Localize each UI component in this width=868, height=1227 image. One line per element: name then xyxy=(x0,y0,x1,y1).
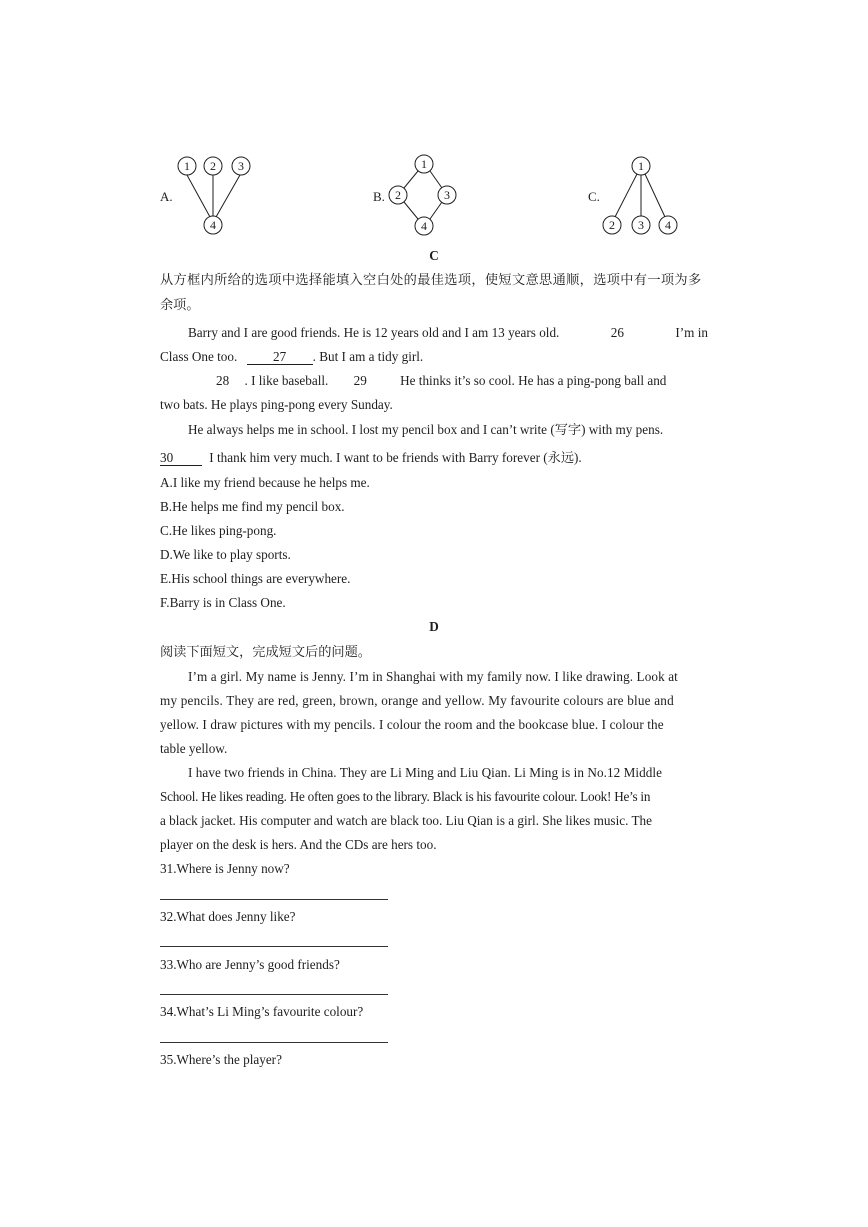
option-b: B.He helps me find my pencil box. xyxy=(160,499,345,514)
diagram-c-edge-1-2 xyxy=(615,174,637,217)
diagram-graphics xyxy=(155,150,715,245)
diagram-c-node-1-label: 1 xyxy=(638,159,644,173)
diagram-c-node-2-label: 2 xyxy=(609,218,615,232)
diagram-a-node-4-label: 4 xyxy=(210,218,216,232)
passage-c-text: I’m in xyxy=(675,325,708,340)
question-35: 35.Where’s the player? xyxy=(160,1052,282,1067)
blank-26: 26 xyxy=(610,325,624,340)
passage-d-line-2: my pencils. They are red, green, brown, orange and yellow. My favourite colours are blue and xyxy=(160,693,674,708)
question-33: 33.Who are Jenny’s good friends? xyxy=(160,957,340,972)
passage-c-line-2 xyxy=(160,348,708,366)
passage-c-text: Barry and I are good friends. He is 12 years old and I am 13 years old. xyxy=(188,325,560,340)
answer-line-31[interactable] xyxy=(160,899,388,900)
question-31: 31.Where is Jenny now? xyxy=(160,861,290,876)
diagram-b-edge-1-3 xyxy=(430,171,442,188)
passage-c-line-3 xyxy=(160,372,708,390)
diagram-a-node-3-label: 3 xyxy=(238,159,244,173)
passage-c-line-1 xyxy=(160,324,708,342)
diagram-b-edge-2-4 xyxy=(404,202,418,219)
diagram-b-node-2-label: 2 xyxy=(395,188,401,202)
diagram-a-edge-1-4 xyxy=(187,175,210,217)
passage-d-line-1: I’m a girl. My name is Jenny. I’m in Shanghai with my family now. I like drawing. Look at xyxy=(188,669,678,684)
section-c-heading: C xyxy=(429,248,439,263)
answer-line-33[interactable] xyxy=(160,994,388,995)
blank-29: 29 xyxy=(353,373,367,388)
option-e: E.His school things are everywhere. xyxy=(160,571,351,586)
diagram-b-node-1-label: 1 xyxy=(421,157,427,171)
diagram-a-node-2-label: 2 xyxy=(210,159,216,173)
question-34: 34.What’s Li Ming’s favourite colour? xyxy=(160,1004,364,1019)
passage-d-line-8: player on the desk is hers. And the CDs are hers too. xyxy=(160,837,437,852)
diagram-c-label: C. xyxy=(588,189,600,204)
blank-30: 30 xyxy=(160,450,202,466)
diagram-b-node-4-label: 4 xyxy=(421,219,427,233)
passage-c-text: Class One too. xyxy=(160,349,238,364)
passage-c-text: He thinks it’s so cool. He has a ping-pong ball and xyxy=(400,373,667,388)
section-c-instruction-cont: 余项。 xyxy=(160,297,200,312)
diagram-c-edge-1-4 xyxy=(645,174,665,217)
section-d-heading: D xyxy=(429,619,439,634)
passage-d-line-4: table yellow. xyxy=(160,741,228,756)
option-c: C.He likes ping-pong. xyxy=(160,523,277,538)
blank-28: 28 xyxy=(216,373,230,388)
diagram-c-node-3-label: 3 xyxy=(638,218,644,232)
diagram-b-edge-1-2 xyxy=(404,171,418,188)
option-a: A.I like my friend because he helps me. xyxy=(160,475,370,490)
answer-diagrams xyxy=(155,150,715,245)
passage-c-line-6 xyxy=(160,449,708,467)
option-f: F.Barry is in Class One. xyxy=(160,595,286,610)
diagram-a-node-1-label: 1 xyxy=(184,159,190,173)
section-d-instruction: 阅读下面短文，完成短文后的问题。 xyxy=(160,644,371,659)
diagram-b-label: B. xyxy=(373,189,385,204)
passage-c-line-5: He always helps me in school. I lost my pencil box and I can’t write (写字) with my pens. xyxy=(188,422,664,437)
passage-d-line-3: yellow. I draw pictures with my pencils. I colour the room and the bookcase blue. I colour the xyxy=(160,717,664,732)
blank-27: 27 xyxy=(247,349,313,365)
passage-c-text: . But I am a tidy girl. xyxy=(312,349,424,364)
diagram-a-label: A. xyxy=(160,189,173,204)
diagram-a-edge-3-4 xyxy=(216,175,240,217)
answer-line-34[interactable] xyxy=(160,1042,388,1043)
passage-d-line-7: a black jacket. His computer and watch are black too. Liu Qian is a girl. She likes music. The xyxy=(160,813,652,828)
diagram-b-node-3-label: 3 xyxy=(444,188,450,202)
section-c-instruction: 从方框内所给的选项中选择能填入空白处的最佳选项，使短文意思通顺，选项中有一项为多 xyxy=(160,272,702,287)
passage-d-line-6: School. He likes reading. He often goes to the library. Black is his favourite colour. Look! He’s in xyxy=(160,789,651,804)
passage-c-text: . I like baseball. xyxy=(244,373,329,388)
question-32: 32.What does Jenny like? xyxy=(160,909,296,924)
passage-c-text: I thank him very much. I want to be friends with Barry forever (永远). xyxy=(209,450,582,465)
passage-c-line-4: two bats. He plays ping-pong every Sunday. xyxy=(160,397,393,412)
diagram-c-node-4-label: 4 xyxy=(665,218,671,232)
option-d: D.We like to play sports. xyxy=(160,547,291,562)
passage-d-line-5: I have two friends in China. They are Li Ming and Liu Qian. Li Ming is in No.12 Middle xyxy=(188,765,662,780)
answer-line-32[interactable] xyxy=(160,946,388,947)
diagram-b-edge-3-4 xyxy=(430,202,442,219)
